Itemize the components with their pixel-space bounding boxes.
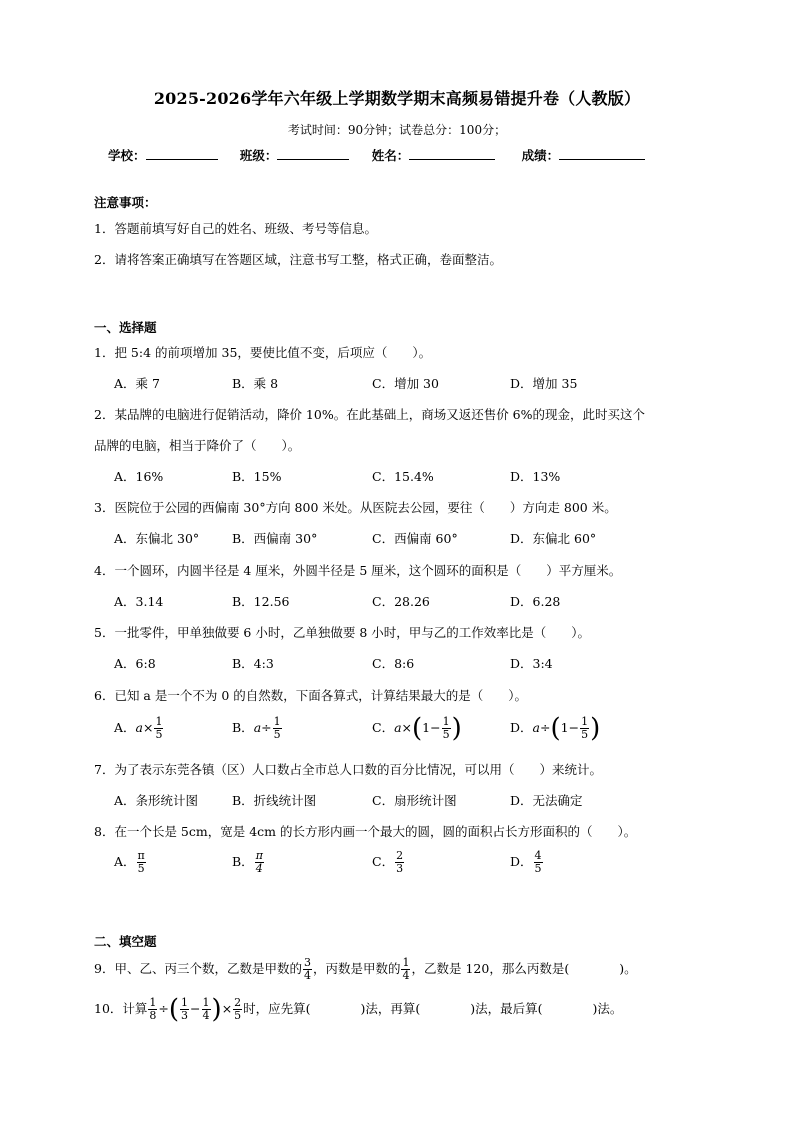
fraction: $\frac{1}{4}$ [202, 996, 210, 1022]
q7-option-a[interactable]: A．条形统计图 [114, 793, 199, 808]
notes-heading: 注意事项： [94, 195, 157, 210]
q6-option-c[interactable]: C．a×(1− $\frac{1}{5}$ ) [372, 713, 462, 744]
fraction: $\frac{4}{5}$ [534, 849, 542, 875]
var-a: a [253, 720, 262, 735]
note-item: 2．请将答案正确填写在答题区域，注意书写工整，格式正确，卷面整洁。 [94, 252, 502, 267]
q5-option-a[interactable]: A．6:8 [114, 656, 156, 671]
school-label: 学校： [108, 148, 146, 163]
note-item: 1．答题前填写好自己的姓名、班级、考号等信息。 [94, 221, 377, 236]
q5-option-b[interactable]: B．4:3 [232, 656, 274, 671]
one-minus: 1− [560, 720, 580, 735]
score-label: 成绩： [521, 148, 560, 163]
question-2-line1: 2．某品牌的电脑进行促销活动，降价 10%。在此基础上，商场又返还售价 6%的现金，此时买这个 [94, 407, 646, 422]
q1-option-b[interactable]: B．乘 8 [232, 376, 279, 391]
times-sign: × [401, 720, 413, 735]
class-field[interactable] [277, 147, 349, 160]
fraction: $\frac{3}{4}$ [303, 956, 311, 982]
name-label: 姓名： [371, 148, 410, 163]
fraction: $\frac{2}{3}$ [396, 849, 404, 875]
q5-option-c[interactable]: C．8:6 [372, 656, 415, 671]
q6-option-b[interactable] [232, 716, 283, 741]
q5-option-d[interactable]: D．3:4 [510, 656, 553, 671]
q4-option-b[interactable]: B．12.56 [232, 594, 290, 609]
var-a: a [135, 720, 143, 735]
q6-option-d[interactable]: D．a÷(1− $\frac{1}{5}$ ) [510, 713, 601, 744]
q8-option-b[interactable] [232, 850, 265, 875]
q1-option-c[interactable]: C．增加 30 [372, 376, 439, 391]
times-sign: × [142, 720, 154, 735]
q10-text-end: 时，应先算( )法，再算( )法，最后算( )法。 [243, 1001, 623, 1016]
var-a: a [532, 720, 540, 735]
student-info-row [108, 146, 657, 164]
var-a: a [394, 720, 402, 735]
question-5: 5．一批零件，甲单独做要 6 小时，乙单独做要 8 小时，甲与乙的工作效率比是（ ）。 [94, 625, 591, 640]
q8-option-c[interactable] [372, 850, 405, 875]
q4-option-c[interactable]: C．28.26 [372, 594, 430, 609]
q3-option-a[interactable]: A．东偏北 30° [114, 531, 200, 546]
option-letter: C． [372, 854, 395, 869]
minus-sign: − [190, 1001, 201, 1016]
option-letter: A． [114, 720, 136, 735]
option-letter: A． [114, 854, 136, 869]
question-6: 6．已知 a 是一个不为 0 的自然数，下面各算式，计算结果最大的是（ ）。 [94, 688, 528, 703]
fraction: $\frac{2}{5}$ [234, 996, 242, 1022]
q4-option-d[interactable]: D．6.28 [510, 594, 561, 609]
fraction: $\frac{1}{5}$ [581, 715, 589, 741]
question-7: 7．为了表示东莞各镇（区）人口数占全市总人口数的百分比情况，可以用（ ）来统计。 [94, 762, 602, 777]
school-field[interactable] [146, 147, 218, 160]
option-letter: D． [510, 854, 533, 869]
option-letter: D． [510, 720, 533, 735]
fraction: $\frac{\pi}{5}$ [137, 849, 145, 875]
name-field[interactable] [409, 147, 495, 160]
q3-option-b[interactable]: B．西偏南 30° [232, 531, 318, 546]
fraction: $\frac{1}{5}$ [155, 715, 163, 741]
question-1: 1．把 5:4 的前项增加 35，要使比值不变，后项应（ ）。 [94, 345, 432, 360]
q9-text-start: 9．甲、乙、丙三个数，乙数是甲数的 [94, 961, 302, 976]
option-letter: C． [372, 720, 395, 735]
exam-subtitle: 考试时间：90分钟；试卷总分：100分； [287, 123, 507, 137]
option-letter: B． [232, 854, 254, 869]
question-9 [94, 957, 637, 982]
one-minus: 1− [422, 720, 441, 735]
question-8: 8．在一个长是 5cm，宽是 4cm 的长方形内画一个最大的圆，圆的面积占长方形面积的（ ）。 [94, 824, 637, 839]
q9-text-mid: ，丙数是甲数的 [312, 961, 401, 976]
q7-option-d[interactable]: D．无法确定 [510, 793, 583, 808]
q2-option-d[interactable]: D．13% [510, 469, 561, 484]
q9-text-end: ，乙数是 120，那么丙数是( )。 [411, 961, 637, 976]
question-3: 3．医院位于公园的西偏南 30°方向 800 米处。从医院去公园，要往（ ）方向走 800 米。 [94, 500, 617, 515]
q7-option-b[interactable]: B．折线统计图 [232, 793, 317, 808]
fraction: $\frac{1}{4}$ [402, 956, 410, 982]
section1-heading: 一、选择题 [94, 320, 157, 335]
q8-option-d[interactable] [510, 850, 544, 875]
option-letter: B． [232, 720, 254, 735]
times-sign: × [221, 1001, 233, 1016]
q1-option-d[interactable]: D．增加 35 [510, 376, 578, 391]
score-field[interactable] [559, 147, 645, 160]
section2-heading: 二、填空题 [94, 934, 157, 949]
q2-option-c[interactable]: C．15.4% [372, 469, 434, 484]
fraction: $\frac{1}{3}$ [181, 996, 189, 1022]
q3-option-c[interactable]: C．西偏南 60° [372, 531, 458, 546]
q2-option-b[interactable]: B．15% [232, 469, 282, 484]
question-2-line2: 品牌的电脑，相当于降价了（ ）。 [94, 438, 301, 453]
fraction: $\frac{1}{8}$ [149, 996, 157, 1022]
question-4: 4．一个圆环，内圆半径是 4 厘米，外圆半径是 5 厘米，这个圆环的面积是（ ）平方厘米。 [94, 563, 622, 578]
q2-option-a[interactable]: A．16% [114, 469, 164, 484]
q6-option-a[interactable] [114, 716, 164, 741]
q4-option-a[interactable]: A．3.14 [114, 594, 164, 609]
question-10: 10．计算 $\frac{1}{8}$ ÷( $\frac{1}{3}$ − $\frac{1}{4}$ )× $\frac{2}{5}$ 时，应先算( )法，再算( )法，最后算( )法。 [94, 994, 623, 1025]
divide-sign: ÷ [158, 1001, 169, 1016]
divide-sign: ÷ [539, 720, 551, 735]
q7-option-c[interactable]: C．扇形统计图 [372, 793, 457, 808]
class-label: 班级： [239, 148, 278, 163]
q1-option-a[interactable]: A．乘 7 [114, 376, 160, 391]
fraction: $\frac{1}{5}$ [442, 715, 450, 741]
divide-sign: ÷ [261, 720, 272, 735]
q3-option-d[interactable]: D．东偏北 60° [510, 531, 597, 546]
q10-text-start: 10．计算 [94, 1001, 148, 1016]
page-title: 2025-2026学年六年级上学期数学期末高频易错提升卷（人教版） [153, 89, 641, 108]
q8-option-a[interactable] [114, 850, 147, 875]
fraction: $\frac{\pi}{4}$ [255, 849, 263, 875]
fraction: $\frac{1}{5}$ [273, 715, 281, 741]
